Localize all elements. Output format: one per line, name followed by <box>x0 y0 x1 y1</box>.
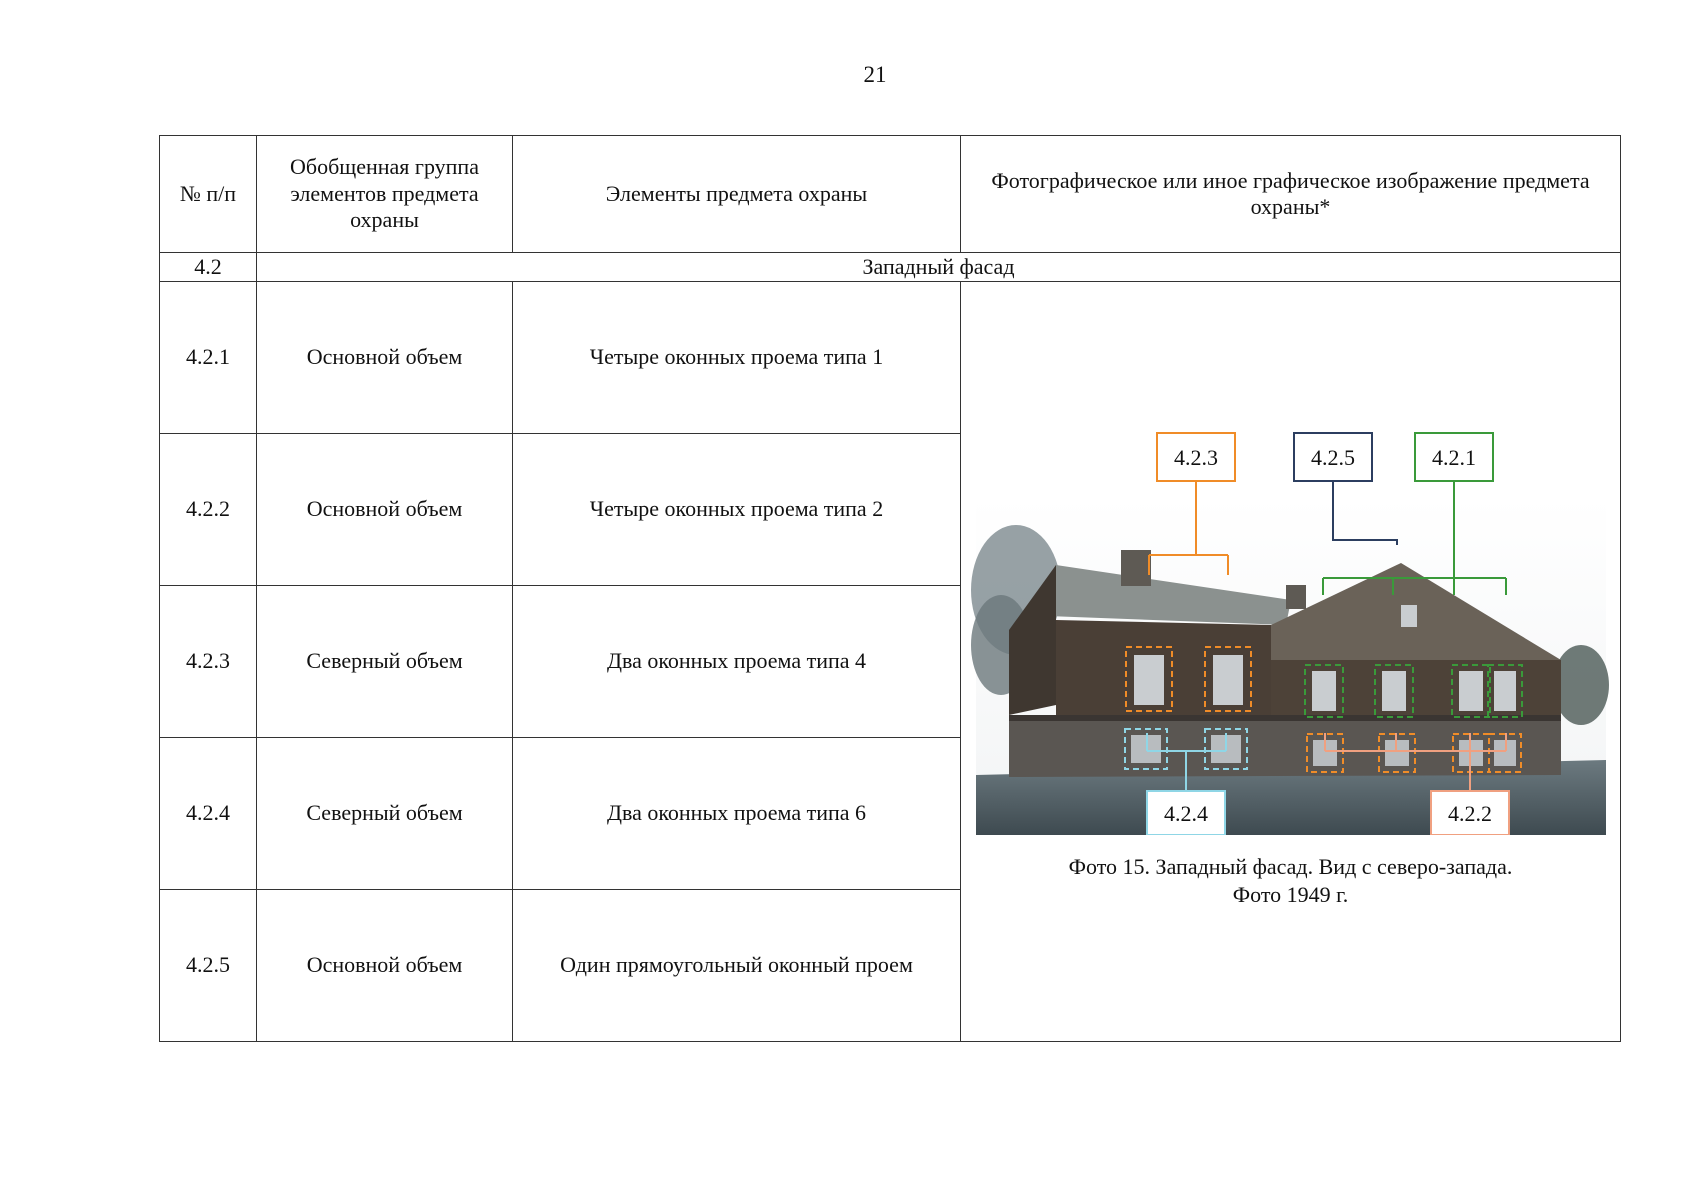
callout-4-2-3-label: 4.2.3 <box>1174 445 1218 470</box>
callout-4-2-5-label: 4.2.5 <box>1311 445 1355 470</box>
protection-elements-table <box>159 135 1621 1042</box>
row-num: 4.2.3 <box>160 586 257 738</box>
section-title: Западный фасад <box>257 253 1621 282</box>
caption-line-1: Фото 15. Западный фасад. Вид с северо-запада. <box>1068 854 1513 879</box>
photo-caption <box>961 853 1620 908</box>
table-row <box>160 282 1621 434</box>
row-group: Основной объем <box>257 282 513 434</box>
row-num: 4.2.5 <box>160 890 257 1042</box>
header-image: Фотографическое или иное графическое изображение предмета охраны* <box>961 136 1621 253</box>
row-group: Северный объем <box>257 738 513 890</box>
callout-4-2-2-label: 4.2.2 <box>1448 801 1492 826</box>
callout-4-2-4-label: 4.2.4 <box>1164 801 1208 826</box>
row-num: 4.2.4 <box>160 738 257 890</box>
header-num: № п/п <box>160 136 257 253</box>
row-element: Четыре оконных проема типа 2 <box>513 434 961 586</box>
row-group: Основной объем <box>257 434 513 586</box>
callout-4-2-1-label: 4.2.1 <box>1432 445 1476 470</box>
header-elements: Элементы предмета охраны <box>513 136 961 253</box>
caption-line-2: Фото 1949 г. <box>1232 881 1349 907</box>
row-num: 4.2.2 <box>160 434 257 586</box>
row-group: Основной объем <box>257 890 513 1042</box>
row-element: Два оконных проема типа 4 <box>513 586 961 738</box>
row-element: Один прямоугольный оконный проем <box>513 890 961 1042</box>
table-header-row <box>160 136 1621 253</box>
row-group: Северный объем <box>257 586 513 738</box>
header-group: Обобщенная группа элементов предмета охраны <box>257 136 513 253</box>
section-row <box>160 253 1621 282</box>
row-num: 4.2.1 <box>160 282 257 434</box>
section-num: 4.2 <box>160 253 257 282</box>
photo-cell <box>961 282 1621 1042</box>
row-element: Четыре оконных проема типа 1 <box>513 282 961 434</box>
page-number: 21 <box>863 62 887 87</box>
row-element: Два оконных проема типа 6 <box>513 738 961 890</box>
facade-photo <box>961 415 1621 835</box>
